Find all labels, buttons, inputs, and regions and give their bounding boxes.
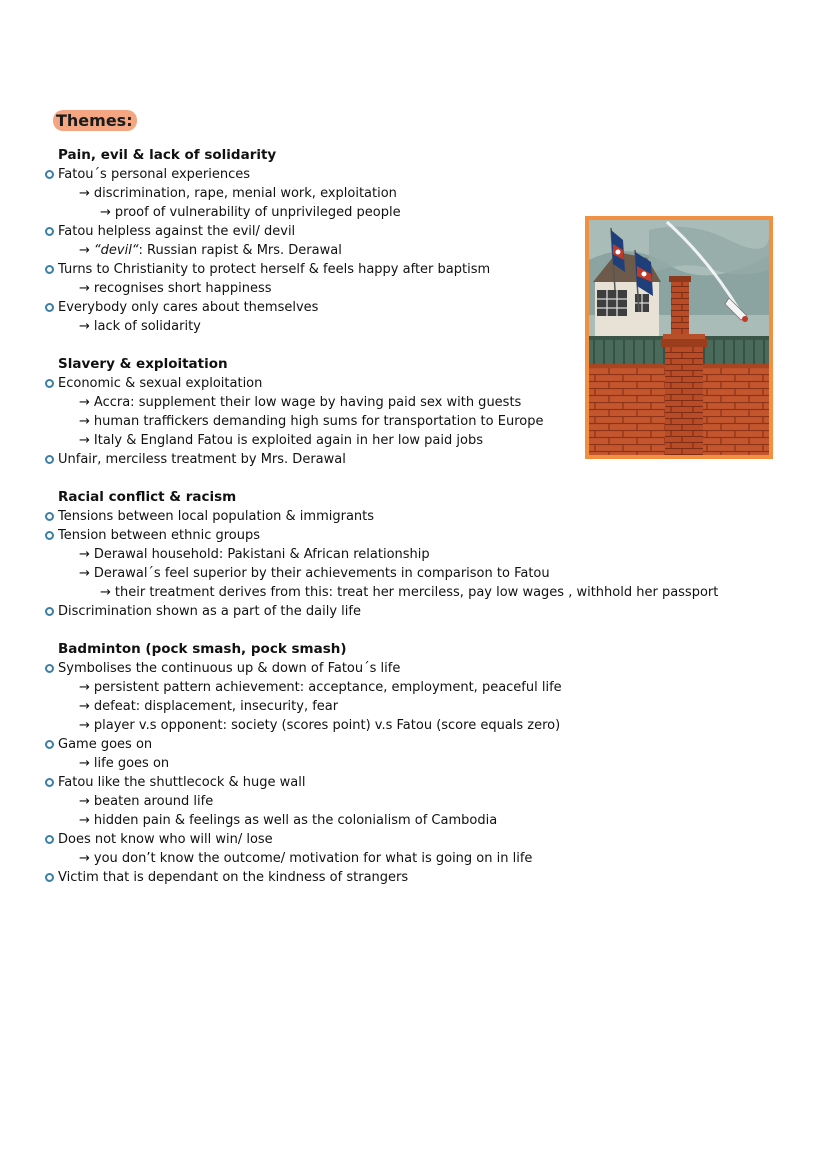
bullet-text: Fatou´s personal experiences — [58, 167, 251, 182]
bullet-text: Economic & sexual exploitation — [58, 376, 263, 391]
section-heading: Badminton (pock smash, pock smash) — [58, 641, 347, 657]
sub-item-text: their treatment derives from this: treat her merciless, pay low wages , withhold her passport — [114, 585, 719, 600]
bullet-text: Fatou like the shuttlecock & huge wall — [58, 775, 306, 790]
sub-item-text: persistent pattern achievement: acceptance, employment, peaceful life — [93, 680, 562, 695]
arrow-icon: → — [100, 585, 111, 600]
bullet-item — [45, 526, 745, 545]
bullet-icon — [45, 873, 54, 882]
bullet-icon — [45, 778, 54, 787]
sub-item-text: recognises short happiness — [93, 281, 272, 296]
arrow-icon: → — [79, 794, 90, 809]
bullet-item — [45, 735, 745, 754]
section-heading: Pain, evil & lack of solidarity — [58, 147, 277, 163]
section-racial-conflict — [45, 488, 745, 621]
section-badminton — [45, 640, 745, 887]
bullet-icon — [45, 379, 54, 388]
arrow-icon: → — [79, 281, 90, 296]
bullet-icon — [45, 265, 54, 274]
bullet-text: Does not know who will win/ lose — [58, 832, 273, 847]
arrow-icon: → — [79, 756, 90, 771]
bullet-icon — [45, 512, 54, 521]
bullet-icon — [45, 740, 54, 749]
bullet-item — [45, 868, 745, 887]
sub-item — [45, 754, 745, 773]
bullet-item — [45, 830, 745, 849]
bullet-text: Tension between ethnic groups — [58, 528, 261, 543]
bullet-icon — [45, 835, 54, 844]
bullet-icon — [45, 170, 54, 179]
sub-item — [45, 184, 745, 203]
arrow-icon: → — [79, 319, 90, 334]
illustration-svg — [589, 220, 769, 455]
bullet-text: Victim that is dependant on the kindness of strangers — [58, 870, 409, 885]
arrow-icon: → — [79, 186, 90, 201]
section-heading: Slavery & exploitation — [58, 356, 228, 372]
sub-item-text: lack of solidarity — [93, 319, 201, 334]
sub-item-text: human traffickers demanding high sums for transportation to Europe — [93, 414, 544, 429]
arrow-icon: → — [79, 699, 90, 714]
sub-item-text: Italy & England Fatou is exploited again in her low paid jobs — [93, 433, 483, 448]
bullet-text: Tensions between local population & immigrants — [58, 509, 375, 524]
sub-item-text: proof of vulnerability of unprivileged people — [114, 205, 401, 220]
bullet-text: Fatou helpless against the evil/ devil — [58, 224, 296, 239]
sub-item-text: you don’t know the outcome/ motivation for what is going on in life — [93, 851, 533, 866]
bullet-icon — [45, 607, 54, 616]
sub-item-text: discrimination, rape, menial work, exploitation — [93, 186, 397, 201]
sub-item-text: hidden pain & feelings as well as the colonialism of Cambodia — [93, 813, 498, 828]
bullet-icon — [45, 303, 54, 312]
bullet-icon — [45, 227, 54, 236]
bullet-item — [45, 602, 745, 621]
arrow-icon: → — [79, 547, 90, 562]
sub-item — [45, 697, 745, 716]
arrow-icon: → — [79, 566, 90, 581]
sub-item — [45, 564, 745, 583]
sub-item-text: player v.s opponent: society (scores point) v.s Fatou (score equals zero) — [93, 718, 561, 733]
bullet-text: Discrimination shown as a part of the daily life — [58, 604, 361, 619]
bullet-item — [45, 165, 745, 184]
section-heading: Racial conflict & racism — [58, 489, 237, 505]
page-title: Themes: — [53, 110, 137, 131]
sub-item-text: Accra: supplement their low wage by having paid sex with guests — [93, 395, 522, 410]
bullet-item — [45, 659, 745, 678]
sub-item-text: Derawal household: Pakistani & African relationship — [93, 547, 430, 562]
bullet-item — [45, 773, 745, 792]
sub-item-text: Derawal´s feel superior by their achievements in comparison to Fatou — [93, 566, 550, 581]
sub-item — [45, 678, 745, 697]
arrow-icon: → — [79, 433, 90, 448]
bullet-icon — [45, 664, 54, 673]
sub-item — [45, 811, 745, 830]
sub-item-text: life goes on — [93, 756, 170, 771]
sub-item — [45, 545, 745, 564]
title-wrap — [53, 110, 137, 131]
arrow-icon: → — [79, 243, 90, 258]
sub-item-text: defeat: displacement, insecurity, fear — [93, 699, 339, 714]
bullet-text: Everybody only cares about themselves — [58, 300, 319, 315]
bullet-text: Game goes on — [58, 737, 153, 752]
bullet-text: Turns to Christianity to protect herself & feels happy after baptism — [58, 262, 491, 277]
arrow-icon: → — [79, 851, 90, 866]
bullet-text: Symbolises the continuous up & down of Fatou´s life — [58, 661, 401, 676]
arrow-icon: → — [79, 813, 90, 828]
sub-sub-item — [45, 583, 745, 602]
sub-item — [45, 849, 745, 868]
arrow-icon: → — [79, 718, 90, 733]
sub-item — [45, 792, 745, 811]
bullet-icon — [45, 531, 54, 540]
bullet-text: Unfair, merciless treatment by Mrs. Derawal — [58, 452, 346, 467]
arrow-icon: → — [79, 395, 90, 410]
arrow-icon: → — [79, 680, 90, 695]
arrow-icon: → — [79, 414, 90, 429]
quoted-term: “devil“ — [93, 243, 139, 258]
brick-wall-flags-shuttlecock-illustration — [585, 216, 773, 459]
bullet-icon — [45, 455, 54, 464]
sub-item-text: beaten around life — [93, 794, 214, 809]
sub-item — [45, 716, 745, 735]
bullet-item — [45, 507, 745, 526]
arrow-icon: → — [100, 205, 111, 220]
sub-item-text: : Russian rapist & Mrs. Derawal — [138, 243, 342, 258]
